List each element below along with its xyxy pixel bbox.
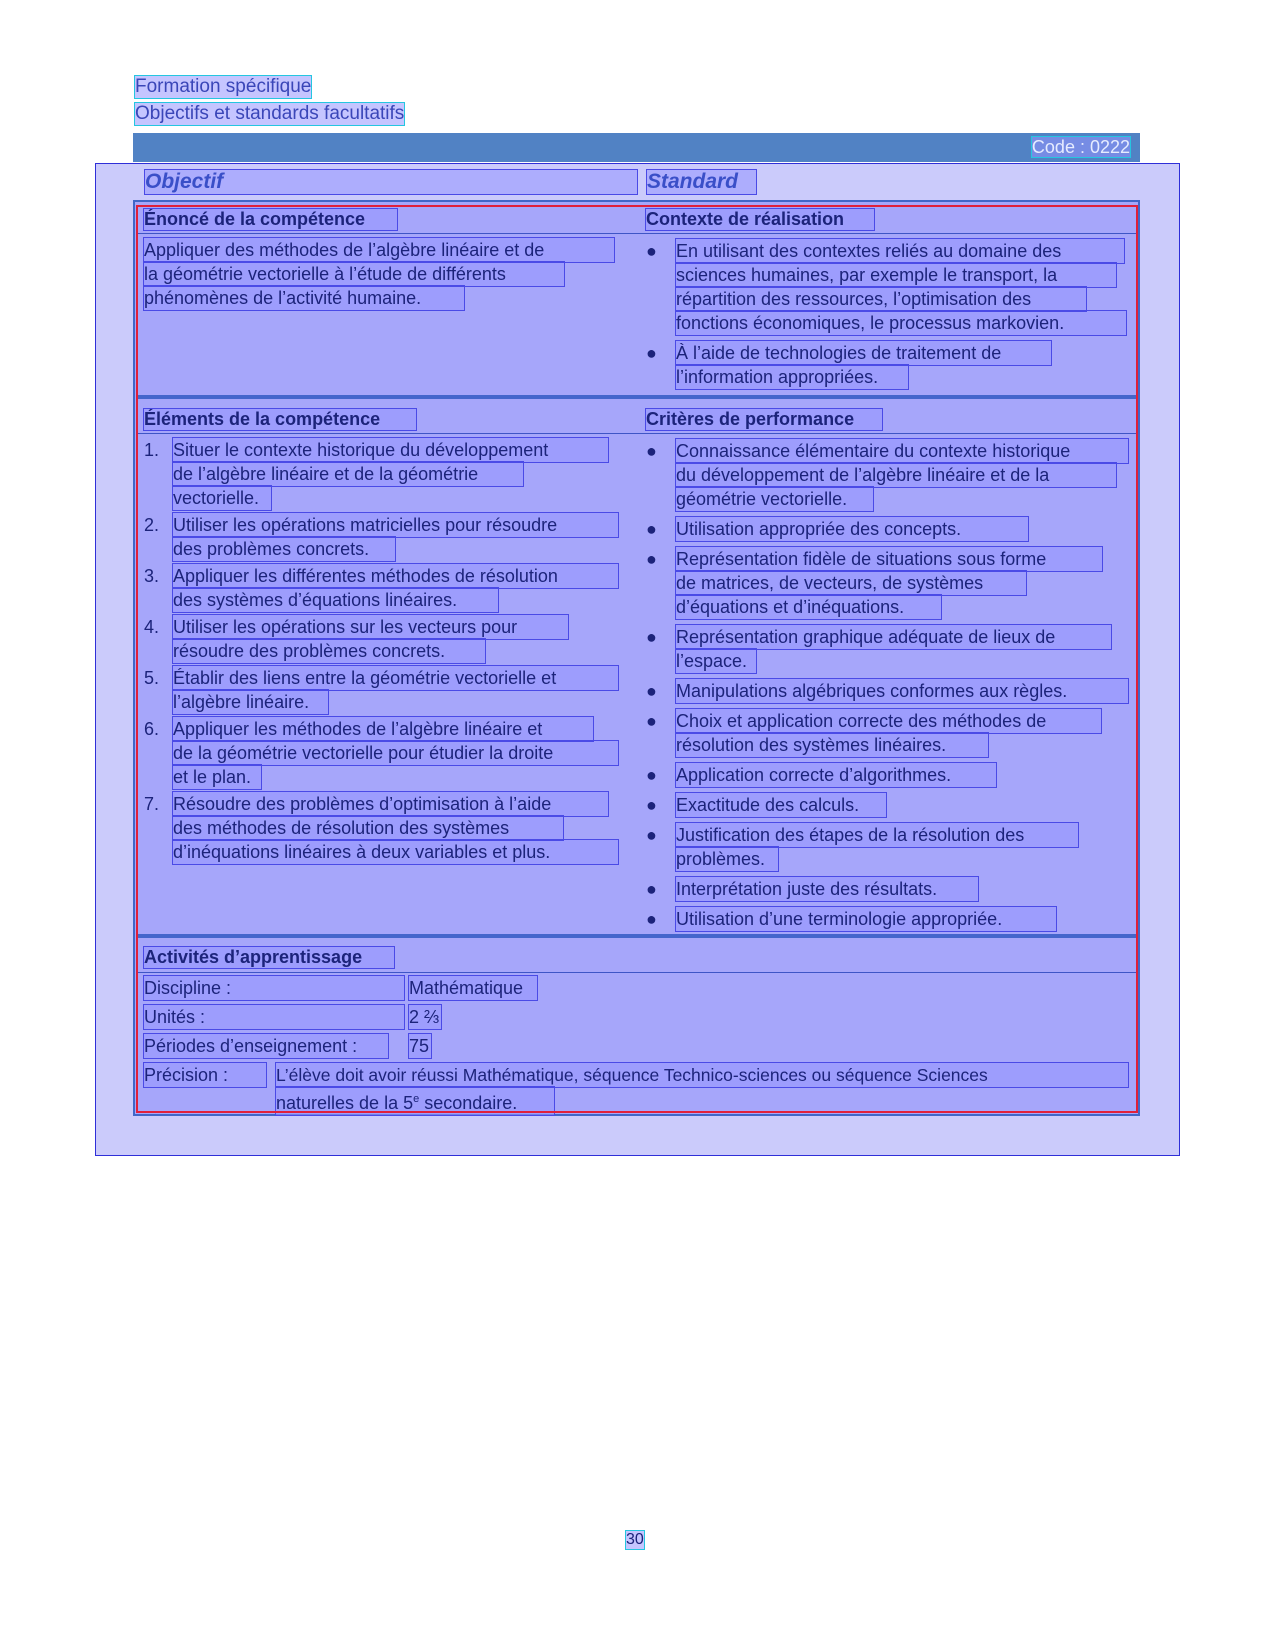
critere-item: ● Utilisation d’une terminologie appropriée. (646, 907, 1132, 931)
contexte-heading: Contexte de réalisation (646, 209, 874, 230)
enonce-line: Appliquer des méthodes de l’algèbre linéaire et de (144, 238, 614, 262)
element-item: 2. Utiliser les opérations matricielles pour résoudre des problèmes concrets. (144, 513, 626, 561)
enonce-text (144, 238, 616, 310)
bullet-icon: ● (646, 549, 657, 569)
bullet-icon: ● (646, 825, 657, 845)
critere-item: ● Application correcte d’algorithmes. (646, 763, 1132, 787)
section-divider (136, 433, 1138, 434)
section-divider (136, 233, 1138, 234)
periodes-row (144, 1034, 1132, 1058)
elements-heading: Éléments de la compétence (144, 409, 416, 430)
periodes-label: Périodes d’enseignement : (144, 1034, 388, 1058)
contexte-item: ● En utilisant des contextes reliés au domaine des sciences humaines, par exemple le transport, la répartition des ressources, l’optimisation des fonctions économiques, le processus markovien. (646, 239, 1132, 335)
precision-line: L’élève doit avoir réussi Mathématique, séquence Technico-sciences ou séquence Sciences (276, 1063, 1128, 1087)
discipline-row (144, 976, 1132, 1000)
column-heading-objectif: Objectif (145, 170, 637, 194)
enonce-line: phénomènes de l’activité humaine. (144, 286, 464, 310)
criteres-list (646, 439, 1132, 937)
bullet-icon: ● (646, 519, 657, 539)
bullet-icon: ● (646, 681, 657, 701)
discipline-value: Mathématique (409, 976, 537, 1000)
code-band (133, 133, 1140, 162)
element-item: 7. Résoudre des problèmes d’optimisation à l’aide des méthodes de résolution des systèmes d’inéquations linéaires à deux variables et plus. (144, 792, 626, 864)
precision-row (144, 1063, 1132, 1115)
bullet-icon: ● (646, 627, 657, 647)
element-item: 3. Appliquer les différentes méthodes de résolution des systèmes d’équations linéaires. (144, 564, 626, 612)
critere-item: ● Manipulations algébriques conformes aux règles. (646, 679, 1132, 703)
bullet-icon: ● (646, 241, 657, 261)
elements-list (144, 438, 626, 867)
element-item: 4. Utiliser les opérations sur les vecteurs pour résoudre des problèmes concrets. (144, 615, 626, 663)
critere-item: ● Connaissance élémentaire du contexte historique du développement de l’algèbre linéaire et de la géométrie vectorielle. (646, 439, 1132, 511)
element-item: 1. Situer le contexte historique du développement de l’algèbre linéaire et de la géométrie vectorielle. (144, 438, 626, 510)
document-title: Formation spécifique (135, 76, 312, 97)
bullet-icon: ● (646, 711, 657, 731)
criteres-heading: Critères de performance (646, 409, 882, 430)
activites-details (144, 976, 1132, 1115)
element-item: 6. Appliquer les méthodes de l’algèbre linéaire et de la géométrie vectorielle pour étudier la droite et le plan. (144, 717, 626, 789)
enonce-line: la géométrie vectorielle à l’étude de différents (144, 262, 564, 286)
critere-item: ● Représentation fidèle de situations sous forme de matrices, de vecteurs, de systèmes d’équations et d’inéquations. (646, 547, 1132, 619)
enonce-heading: Énoncé de la compétence (144, 209, 397, 230)
critere-item: ● Exactitude des calculs. (646, 793, 1132, 817)
contexte-list (646, 239, 1132, 395)
periodes-value: 75 (409, 1036, 430, 1056)
column-heading-standard: Standard (647, 170, 756, 194)
critere-item: ● Représentation graphique adéquate de lieux de l’espace. (646, 625, 1132, 673)
bullet-icon: ● (646, 441, 657, 461)
bullet-icon: ● (646, 909, 657, 929)
section-divider (136, 934, 1138, 938)
document-subtitle: Objectifs et standards facultatifs (135, 103, 405, 124)
unites-row (144, 1005, 1132, 1029)
contexte-item: ● À l’aide de technologies de traitement de l’information appropriées. (646, 341, 1132, 389)
unites-value: 2 ⅔ (409, 1007, 440, 1027)
critere-item: ● Justification des étapes de la résolution des problèmes. (646, 823, 1132, 871)
activites-heading: Activités d’apprentissage (144, 947, 394, 968)
precision-label: Précision : (144, 1063, 266, 1087)
unites-label: Unités : (144, 1005, 404, 1029)
bullet-icon: ● (646, 343, 657, 363)
precision-line: naturelles de la 5e secondaire. (276, 1087, 554, 1115)
course-code: Code : 0222 (1031, 137, 1130, 157)
element-item: 5. Établir des liens entre la géométrie vectorielle et l’algèbre linéaire. (144, 666, 626, 714)
page-number: 30 (626, 1531, 644, 1548)
section-divider (136, 972, 1138, 973)
bullet-icon: ● (646, 765, 657, 785)
bullet-icon: ● (646, 795, 657, 815)
critere-item: ● Interprétation juste des résultats. (646, 877, 1132, 901)
critere-item: ● Utilisation appropriée des concepts. (646, 517, 1132, 541)
section-divider (136, 395, 1138, 399)
critere-item: ● Choix et application correcte des méthodes de résolution des systèmes linéaires. (646, 709, 1132, 757)
discipline-label: Discipline : (144, 976, 404, 1000)
bullet-icon: ● (646, 879, 657, 899)
